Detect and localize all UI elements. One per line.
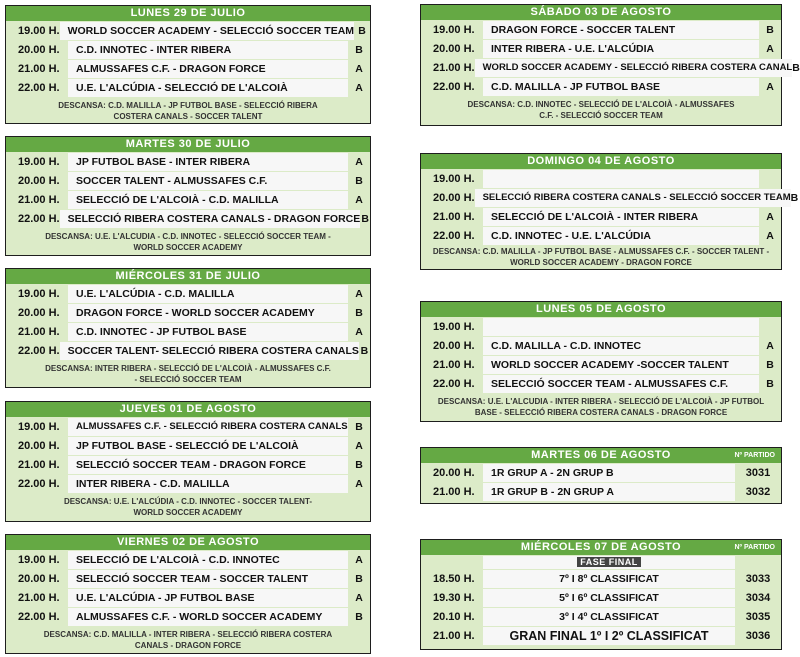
match-time: 19.00 H. — [433, 23, 475, 36]
match-row — [6, 21, 370, 40]
match-teams: 7º I 8º CLASSIFICAT — [483, 570, 735, 588]
rest-line: DESCANSA: U.E. L'ALCUDIA - INTER RIBERA - SELECCIÓ DE L'ALCOIÀ - JP FUTBOL — [437, 397, 765, 406]
rest-line: DESCANSA: C.D. MALILLA - JP FUTBOL BASE - ALMUSSAFES C.F. - SOCCER TALENT - — [432, 247, 770, 256]
match-group: B — [355, 458, 363, 471]
match-row — [6, 550, 370, 569]
rest-note — [6, 228, 370, 253]
match-teams: C.D. MALILLA - C.D. INNOTEC — [483, 337, 759, 355]
match-teams: DRAGON FORCE - WORLD SOCCER ACADEMY — [68, 304, 348, 322]
match-group: A — [355, 325, 363, 338]
match-time: 22.00 H. — [18, 477, 60, 490]
rest-line: WORLD SOCCER ACADEMY — [133, 243, 243, 252]
match-row — [421, 482, 781, 501]
match-row — [421, 77, 781, 96]
day-card-sabado-03 — [420, 4, 800, 126]
match-row — [6, 341, 370, 360]
match-time: 22.00 H. — [18, 610, 60, 623]
fase-row — [421, 555, 781, 569]
match-teams: 1R GRUP A - 2N GRUP B — [483, 464, 735, 482]
match-row — [6, 588, 370, 607]
rest-line: DESCANSA: C.D. MALILLA - JP FUTBOL BASE - SELECCIÓ RIBERA — [58, 101, 318, 110]
match-row — [6, 455, 370, 474]
match-time: 19.00 H. — [18, 553, 60, 566]
match-time: 21.00 H. — [18, 591, 60, 604]
match-teams: WORLD SOCCER ACADEMY -SOCCER TALENT — [483, 356, 759, 374]
match-group: A — [355, 591, 363, 604]
rest-line: WORLD SOCCER ACADEMY — [133, 508, 243, 517]
rest-note — [6, 360, 370, 385]
match-group: B — [766, 23, 774, 36]
match-row — [421, 336, 781, 355]
match-row — [6, 284, 370, 303]
rest-note — [421, 393, 781, 418]
match-teams: SOCCER TALENT - ALMUSSAFES C.F. — [68, 172, 348, 190]
match-number: 3031 — [745, 466, 771, 479]
rest-line: C.F. - SELECCIÓ SOCCER TEAM — [539, 111, 663, 120]
match-number: 3036 — [745, 629, 771, 642]
match-teams: WORLD SOCCER ACADEMY - SELECCIÓ SOCCER TEAM — [60, 22, 354, 40]
match-number: 3033 — [745, 572, 771, 585]
rest-line: - SELECCIÓ SOCCER TEAM — [134, 375, 242, 384]
match-time: 21.00 H. — [433, 358, 475, 371]
match-row — [421, 626, 781, 645]
match-time: 20.00 H. — [433, 466, 475, 479]
match-group: B — [355, 43, 363, 56]
match-group: B — [361, 212, 369, 225]
match-row — [6, 417, 370, 436]
match-row — [6, 78, 370, 97]
match-group: A — [355, 81, 363, 94]
rest-line: DESCANSA: U.E. L'ALCÚDIA - C.D. INNOTEC - SOCCER TALENT- — [63, 497, 313, 506]
match-group: B — [355, 306, 363, 319]
match-time: 20.00 H. — [433, 191, 475, 204]
match-time: 20.00 H. — [18, 306, 60, 319]
match-time: 20.00 H. — [433, 42, 475, 55]
match-teams: C.D. MALILLA - JP FUTBOL BASE — [483, 78, 759, 96]
match-time: 21.00 H. — [18, 458, 60, 471]
match-row — [6, 59, 370, 78]
match-row — [421, 569, 781, 588]
match-time: 22.00 H. — [18, 344, 60, 357]
match-teams: C.D. INNOTEC - JP FUTBOL BASE — [68, 323, 348, 341]
day-card-miercoles-07 — [420, 539, 782, 650]
day-title: DOMINGO 04 DE AGOSTO — [421, 154, 781, 169]
match-teams: SELECCIÓ DE L'ALCOIÀ - C.D. INNOTEC — [68, 551, 348, 569]
match-time: 18.50 H. — [433, 572, 475, 585]
match-group: A — [766, 80, 774, 93]
match-teams: JP FUTBOL BASE - SELECCIÓ DE L'ALCOIÀ — [68, 437, 348, 455]
day-card-martes-30 — [5, 136, 371, 256]
partido-header: Nº PARTIDO — [734, 452, 775, 459]
rest-line: CANALS - DRAGON FORCE — [134, 641, 242, 650]
match-group: A — [355, 439, 363, 452]
match-teams: SELECCIÓ SOCCER TEAM - DRAGON FORCE — [68, 456, 348, 474]
day-card-viernes-02 — [5, 534, 371, 654]
day-title: LUNES 05 DE AGOSTO — [421, 302, 781, 317]
match-row — [6, 171, 370, 190]
match-time: 21.00 H. — [433, 485, 475, 498]
match-time: 20.00 H. — [18, 43, 60, 56]
match-time: 22.00 H. — [18, 81, 60, 94]
match-teams: SELECCIÓ RIBERA COSTERA CANALS - SELECCIÓ SOCCER TEAM — [475, 189, 791, 207]
day-title — [421, 540, 781, 555]
match-teams: ALMUSSAFES C.F. - SELECCIÓ RIBERA COSTERA CANALS — [68, 418, 348, 436]
match-group: A — [766, 229, 774, 242]
rest-line: WORLD SOCCER ACADEMY - DRAGON FORCE — [510, 258, 692, 267]
match-time: 21.00 H. — [18, 193, 60, 206]
match-group: B — [355, 610, 363, 623]
day-title: JUEVES 01 DE AGOSTO — [6, 402, 370, 417]
day-card-lunes-29 — [5, 5, 371, 124]
match-number: 3032 — [745, 485, 771, 498]
match-row — [6, 152, 370, 171]
match-time: 20.00 H. — [18, 439, 60, 452]
match-teams: WORLD SOCCER ACADEMY - SELECCIÓ RIBERA COSTERA CANAL — [475, 59, 793, 77]
match-time: 19.00 H. — [18, 420, 60, 433]
match-teams: SELECCIÓ RIBERA COSTERA CANALS - DRAGON FORCE — [60, 210, 361, 228]
day-title: VIERNES 02 DE AGOSTO — [6, 535, 370, 550]
match-time: 22.00 H. — [433, 229, 475, 242]
match-row — [6, 209, 370, 228]
rest-line: DESCANSA: C.D. INNOTEC - SELECCIÓ DE L'ALCOIÀ - ALMUSSAFES — [467, 100, 735, 109]
match-row — [421, 188, 799, 207]
match-row — [421, 463, 781, 482]
match-row — [6, 40, 370, 59]
rest-line: BASE - SELECCIÓ RIBERA COSTERA CANALS - DRAGON FORCE — [474, 408, 728, 417]
match-group: A — [766, 42, 774, 55]
match-teams: GRAN FINAL 1º I 2º CLASSIFICAT — [483, 627, 735, 645]
match-time: 19.00 H. — [18, 287, 60, 300]
match-teams: C.D. INNOTEC - U.E. L'ALCÚDIA — [483, 227, 759, 245]
match-group: A — [355, 553, 363, 566]
match-row — [421, 355, 781, 374]
match-row — [421, 58, 800, 77]
rest-note — [6, 97, 370, 122]
match-group: A — [355, 477, 363, 490]
match-time: 19.00 H. — [18, 24, 60, 37]
day-card-lunes-05 — [420, 301, 782, 422]
match-group: B — [792, 61, 800, 74]
match-row — [6, 303, 370, 322]
match-time: 19.30 H. — [433, 591, 475, 604]
rest-line: DESCANSA: U.E. L'ALCUDIA - C.D. INNOTEC - SELECCIÓ SOCCER TEAM - — [45, 232, 331, 241]
match-row — [421, 607, 781, 626]
match-group: A — [766, 339, 774, 352]
match-teams — [483, 318, 759, 336]
match-time: 21.00 H. — [18, 325, 60, 338]
partido-header: Nº PARTIDO — [734, 544, 775, 551]
match-teams — [483, 170, 759, 188]
rest-note — [6, 626, 370, 651]
match-time: 20.00 H. — [18, 174, 60, 187]
match-group: A — [355, 193, 363, 206]
match-row — [421, 20, 781, 39]
match-time: 22.00 H. — [433, 377, 475, 390]
match-group: A — [355, 62, 363, 75]
day-title: MIÉRCOLES 31 DE JULIO — [6, 269, 370, 284]
match-teams: 5º I 6º CLASSIFICAT — [483, 589, 735, 607]
match-time: 19.00 H. — [433, 320, 475, 333]
match-row — [6, 322, 370, 341]
match-teams: ALMUSSAFES C.F. - DRAGON FORCE — [68, 60, 348, 78]
day-title-text: MIÉRCOLES 07 DE AGOSTO — [520, 541, 682, 553]
match-row — [6, 190, 370, 209]
match-group: B — [355, 174, 363, 187]
match-teams: C.D. INNOTEC - INTER RIBERA — [68, 41, 348, 59]
match-teams: DRAGON FORCE - SOCCER TALENT — [483, 21, 759, 39]
match-teams: SELECCIÓ SOCCER TEAM - SOCCER TALENT — [68, 570, 348, 588]
day-card-domingo-04 — [420, 153, 799, 270]
day-title: LUNES 29 DE JULIO — [6, 6, 370, 21]
day-card-martes-06 — [420, 447, 782, 504]
match-time: 19.00 H. — [433, 172, 475, 185]
match-row — [421, 588, 781, 607]
match-teams: U.E. L'ALCÚDIA - SELECCIÓ DE L'ALCOIÀ — [68, 79, 348, 97]
match-time: 21.00 H. — [433, 629, 475, 642]
match-group: A — [766, 210, 774, 223]
match-group: B — [355, 420, 363, 433]
match-row — [421, 317, 781, 336]
match-teams: ALMUSSAFES C.F. - WORLD SOCCER ACADEMY — [68, 608, 348, 626]
match-row — [421, 374, 781, 393]
match-row — [421, 226, 781, 245]
match-time: 22.00 H. — [18, 212, 60, 225]
match-group: B — [766, 377, 774, 390]
day-title: SÁBADO 03 DE AGOSTO — [421, 5, 781, 20]
match-time: 20.00 H. — [18, 572, 60, 585]
match-row — [6, 474, 370, 493]
rest-note — [421, 96, 781, 121]
match-group: B — [358, 24, 366, 37]
match-time: 21.00 H. — [18, 62, 60, 75]
match-number: 3035 — [745, 610, 771, 623]
match-row — [421, 207, 781, 226]
match-group: B — [790, 191, 799, 204]
rest-line: COSTERA CANALS - SOCCER TALENT — [113, 112, 263, 121]
match-teams: 3º I 4º CLASSIFICAT — [483, 608, 735, 626]
rest-line: DESCANSA: INTER RIBERA - SELECCIÓ DE L'ALCOIÀ - ALMUSSAFES C.F. — [45, 364, 331, 373]
rest-note — [421, 245, 781, 268]
match-teams: SELECCIÓ DE L'ALCOIÀ - INTER RIBERA — [483, 208, 759, 226]
rest-note — [6, 493, 370, 518]
match-teams: SELECCIÓ DE L'ALCOIÀ - C.D. MALILLA — [68, 191, 348, 209]
day-title — [421, 448, 781, 463]
match-time: 19.00 H. — [18, 155, 60, 168]
match-group: A — [355, 155, 363, 168]
match-teams: SOCCER TALENT- SELECCIÓ RIBERA COSTERA CANALS — [60, 342, 359, 360]
match-group: A — [355, 287, 363, 300]
match-teams: JP FUTBOL BASE - INTER RIBERA — [68, 153, 348, 171]
match-teams: 1R GRUP B - 2N GRUP A — [483, 483, 735, 501]
match-time: 21.00 H. — [433, 61, 475, 74]
match-row — [6, 436, 370, 455]
match-teams: U.E. L'ALCÚDIA - C.D. MALILLA — [68, 285, 348, 303]
match-time: 22.00 H. — [433, 80, 475, 93]
day-card-jueves-01 — [5, 401, 371, 522]
match-teams: INTER RIBERA - C.D. MALILLA — [68, 475, 348, 493]
match-row — [6, 607, 370, 626]
match-teams: U.E. L'ALCÚDIA - JP FUTBOL BASE — [68, 589, 348, 607]
fase-final-label: FASE FINAL — [577, 557, 641, 567]
match-row — [6, 569, 370, 588]
match-number: 3034 — [745, 591, 771, 604]
match-row — [421, 39, 781, 58]
match-teams: INTER RIBERA - U.E. L'ALCÚDIA — [483, 40, 759, 58]
day-title: MARTES 30 DE JULIO — [6, 137, 370, 152]
match-group: B — [360, 344, 369, 357]
rest-line: DESCANSA: C.D. MALILLA - INTER RIBERA - SELECCIÓ RIBERA COSTERA — [43, 630, 333, 639]
day-title-text: MARTES 06 DE AGOSTO — [531, 449, 671, 461]
match-teams: SELECCIÓ SOCCER TEAM - ALMUSSAFES C.F. — [483, 375, 759, 393]
match-group: B — [355, 572, 363, 585]
match-group: B — [766, 358, 774, 371]
match-time: 21.00 H. — [433, 210, 475, 223]
match-time: 20.10 H. — [433, 610, 475, 623]
match-time: 20.00 H. — [433, 339, 475, 352]
day-card-miercoles-31 — [5, 268, 371, 388]
match-row — [421, 169, 781, 188]
